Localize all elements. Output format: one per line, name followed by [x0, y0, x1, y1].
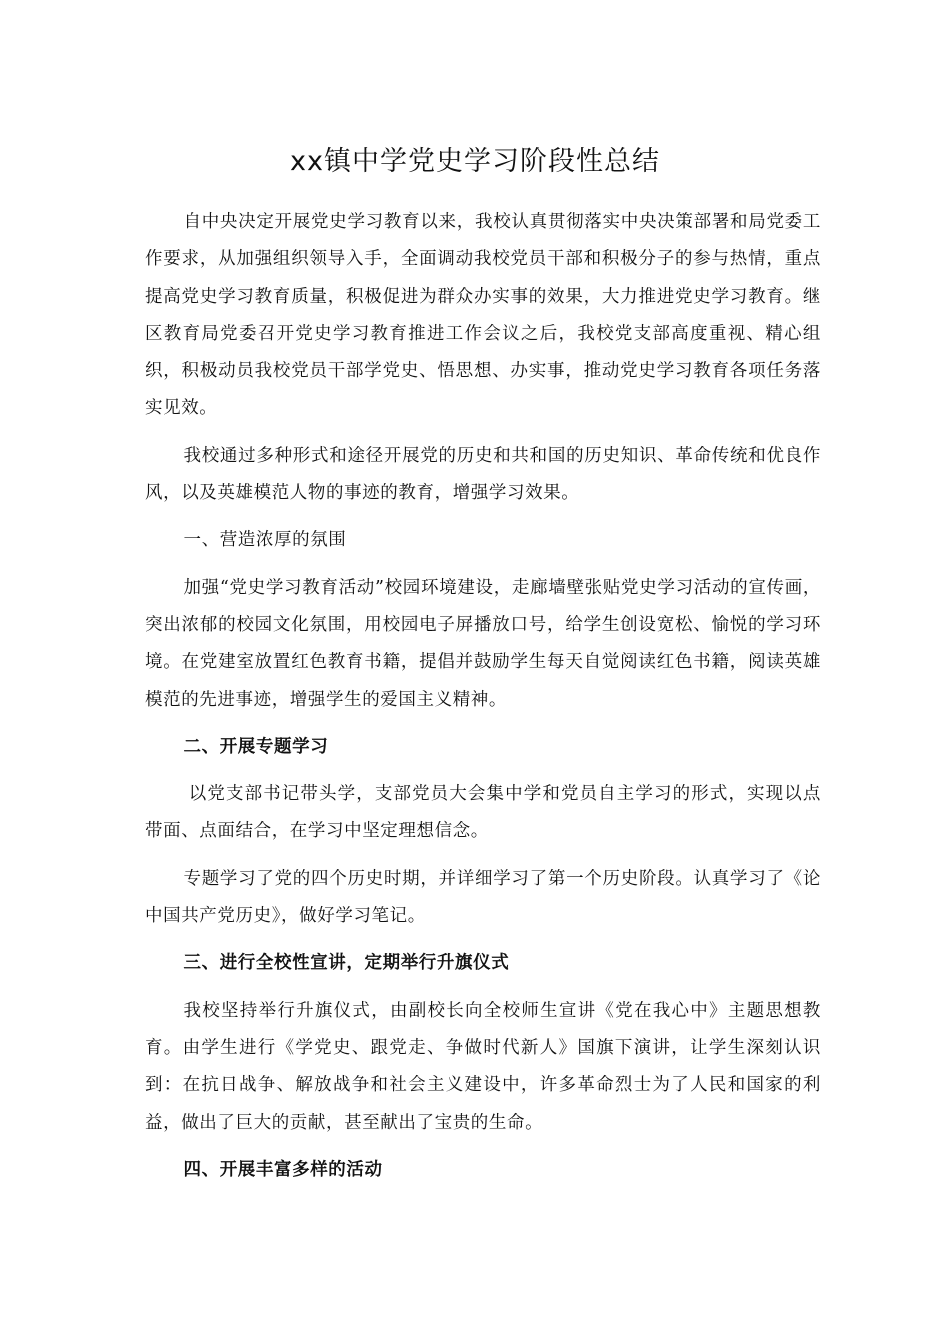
section-1-paragraph: 加强“党史学习教育活动”校园环境建设，走廊墙壁张贴党史学习活动的宣传画，突出浓郁的校园文化氛围，用校园电子屏播放口号，给学生创设宽松、愉悦的学习环境。在党建室放置红色教育书籍，提倡并鼓励学生每天自觉阅读红色书籍，阅读英雄模范的先进事迹，增强学生的爱国主义精神。: [145, 577, 821, 710]
section-heading-2: 二、开展专题学习: [183, 736, 329, 757]
overview-paragraph: 我校通过多种形式和途径开展党的历史和共和国的历史知识、革命传统和优良作风，以及英雄模范人物的事迹的教育，增强学习效果。: [145, 445, 821, 504]
section-heading-3: 三、进行全校性宣讲，定期举行升旗仪式: [183, 953, 510, 974]
intro-paragraph: 自中央决定开展党史学习教育以来，我校认真贯彻落实中央决策部署和局党委工作要求，从加强组织领导入手，全面调动我校党员干部和积极分子的参与热情，重点提高党史学习教育质量，积极促进为群众办实事的效果，大力推进党史学习教育。继区教育局党委召开党史学习教育推进工作会议之后，我校党支部高度重视、精心组织，积极动员我校党员干部学党史、悟思想、办实事，推动党史学习教育各项任务落实见效。: [145, 212, 821, 419]
section-2-paragraph-2: 专题学习了党的四个历史时期，并详细学习了第一个历史阶段。认真学习了《论中国共产党历史》，做好学习笔记。: [145, 868, 821, 927]
section-heading-1: 一、营造浓厚的氛围: [183, 530, 347, 551]
section-3-paragraph: 我校坚持举行升旗仪式，由副校长向全校师生宣讲《党在我心中》主题思想教育。由学生进行《学党史、跟党走、争做时代新人》国旗下演讲，让学生深刻认识到：在抗日战争、解放战争和社会主义建设中，许多革命烈士为了人民和国家的利益，做出了巨大的贡献，甚至献出了宝贵的生命。: [145, 1000, 821, 1133]
document-title: xx镇中学党史学习阶段性总结: [290, 146, 660, 177]
section-2-paragraph-1: 以党支部书记带头学，支部党员大会集中学和党员自主学习的形式，实现以点带面、点面结合，在学习中坚定理想信念。: [145, 784, 821, 842]
section-heading-4: 四、开展丰富多样的活动: [183, 1159, 383, 1180]
document-body: [145, 204, 821, 1199]
